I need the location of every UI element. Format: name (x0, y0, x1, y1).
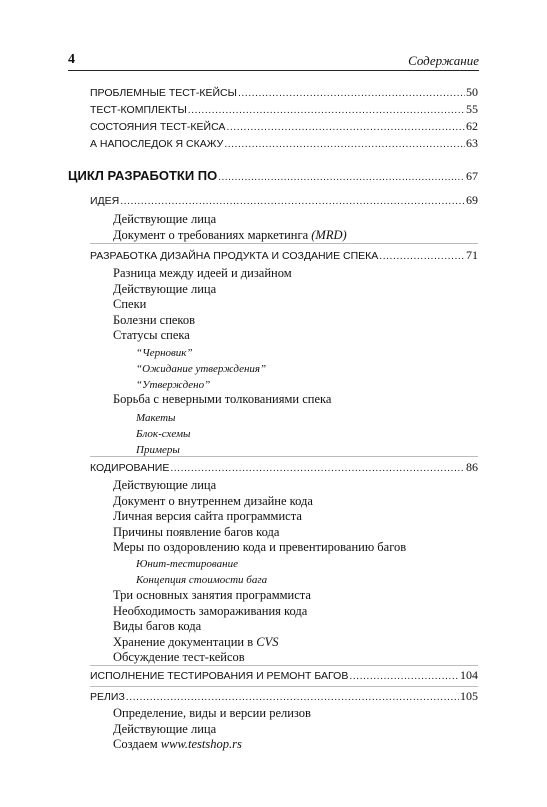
list-item[interactable]: Документ о требованиях маркетинга (MRD) (113, 227, 347, 242)
toc-entry[interactable]: ПРОБЛЕМНЫЕ ТЕСТ-КЕЙСЫ ..... 50 (90, 84, 478, 101)
list-item[interactable]: Три основных занятия программиста (113, 588, 311, 602)
chapter-heading[interactable]: ЦИКЛ РАЗРАБОТКИ ПО ..... 67 (68, 168, 478, 184)
divider (90, 243, 478, 244)
list-item[interactable]: Меры по оздоровлению кода и превентированию багов (113, 540, 407, 554)
list-item[interactable]: Действующие лица (113, 281, 217, 296)
toc-entry[interactable]: СОСТОЯНИЯ ТЕСТ-КЕЙСА ..... 62 (90, 118, 478, 135)
release-subentries (113, 706, 311, 753)
list-item[interactable]: Борьба с неверными толкованиями спека (113, 392, 332, 406)
list-item[interactable]: Действующие лица (113, 721, 217, 736)
list-item[interactable]: Виды багов кода (113, 619, 202, 633)
list-item[interactable]: Концепция стоимости бага (136, 574, 268, 586)
coding-subentries (113, 478, 406, 556)
list-item[interactable]: Разница между идеей и дизайном (113, 266, 292, 280)
coding-subentries-2 (113, 588, 311, 666)
toc-entry-coding[interactable]: КОДИРОВАНИЕ ..... 86 (90, 459, 478, 476)
toc-entry[interactable]: А НАПОСЛЕДОК Я СКАЖУ ..... 63 (90, 135, 478, 152)
list-item[interactable]: Документ о внутреннем дизайне кода (113, 493, 313, 508)
spec-statuses (136, 345, 266, 393)
list-item[interactable]: Необходимость замораживания кода (113, 603, 308, 618)
list-item[interactable]: Действующие лица (113, 478, 217, 492)
idea-subentries (113, 212, 347, 243)
section-coding (90, 459, 478, 476)
section-testing (90, 667, 478, 684)
list-item[interactable]: Определение, виды и версии релизов (113, 706, 311, 720)
misread-subentries (136, 410, 190, 458)
toc-top-entries (90, 84, 478, 152)
design-subentries (113, 266, 292, 344)
divider (90, 665, 478, 666)
section-design (90, 247, 478, 264)
list-item[interactable]: Обсуждение тест-кейсов (113, 650, 245, 664)
list-item[interactable]: “Утверждено” (136, 379, 211, 391)
toc-entry-design[interactable]: РАЗРАБОТКА ДИЗАЙНА ПРОДУКТА И СОЗДАНИЕ СПЕКА ..... 71 (90, 247, 478, 264)
prevention-subentries (136, 556, 267, 588)
toc-entry[interactable]: ТЕСТ-КОМПЛЕКТЫ ..... 55 (90, 101, 478, 118)
running-title: Содержание (408, 53, 479, 68)
list-item[interactable]: Болезни спеков (113, 312, 196, 327)
list-item[interactable]: Примеры (136, 444, 180, 456)
toc-entry-release[interactable]: РЕЛИЗ ..... 105 (90, 688, 478, 705)
toc-entry-testing[interactable]: ИСПОЛНЕНИЕ ТЕСТИРОВАНИЯ И РЕМОНТ БАГОВ ..... 104 (90, 667, 478, 684)
misread-heading (113, 392, 331, 408)
list-item[interactable]: Хранение документации в CVS (113, 634, 279, 649)
page-header (68, 52, 479, 71)
divider (90, 456, 478, 457)
list-item[interactable]: Создаем www.testshop.rs (113, 737, 242, 751)
list-item[interactable]: Спеки (113, 297, 147, 311)
list-item[interactable]: Действующие лица (113, 212, 217, 226)
list-item[interactable]: “Черновик” (136, 347, 193, 359)
page-number: 4 (68, 52, 75, 67)
list-item[interactable]: “Ожидание утверждения” (136, 363, 267, 375)
list-item[interactable]: Личная версия сайта программиста (113, 509, 302, 523)
list-item[interactable]: Блок-схемы (136, 428, 191, 440)
list-item[interactable]: Макеты (136, 412, 176, 424)
list-item[interactable]: Юнит-тестирование (136, 558, 238, 570)
divider (90, 686, 478, 687)
section-release (90, 688, 478, 705)
list-item[interactable]: Статусы спека (113, 328, 190, 342)
list-item[interactable]: Причины появление багов кода (113, 524, 280, 539)
section-idea (90, 192, 478, 209)
toc-entry-idea[interactable]: ИДЕЯ ..... 69 (90, 192, 478, 209)
